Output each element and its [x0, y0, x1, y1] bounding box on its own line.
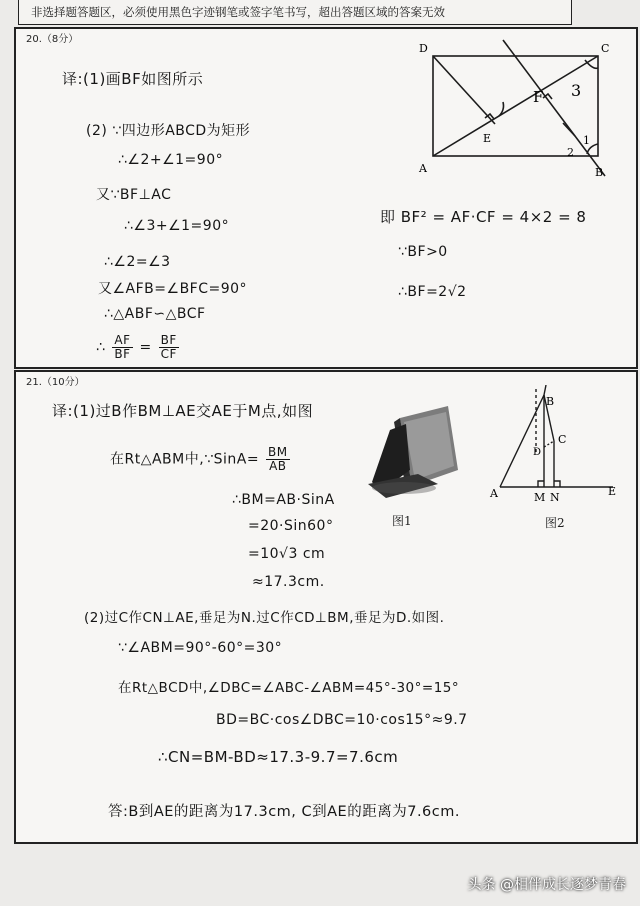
- label-b: B: [546, 395, 555, 408]
- diagonal-ac: [433, 56, 598, 156]
- q20-line-2: (2) ∵四边形ABCD为矩形: [86, 123, 251, 139]
- label-2: 2: [567, 146, 574, 159]
- watermark: 头条 @相伴成长逐梦青春: [467, 877, 626, 893]
- q21-rt-abm-line: 在Rt△ABM中,∵SinA= $\frac{BM}{AB}$: [110, 445, 288, 473]
- q20-line-6: ∴∠2=∠3: [104, 254, 171, 270]
- q21-part2-intro: (2)过C作CN⊥AE,垂足为N.过C作CD⊥BM,垂足为D.如图.: [84, 610, 445, 626]
- q20-right-line-1: 即 BF² = AF·CF = 4×2 = 8: [380, 208, 587, 226]
- q20-line-9: ∴ $\frac{AF}{BF}$ = $\frac{BF}{CF}$: [96, 333, 177, 361]
- fraction-af-bf: $\frac{AF}{BF}$: [114, 333, 131, 361]
- fraction-bm-ab: $\frac{BM}{AB}$: [268, 445, 288, 473]
- fraction-bf-cf: $\frac{BF}{CF}$: [160, 333, 177, 361]
- top-extension: [544, 385, 546, 395]
- segment-cd: [544, 441, 554, 447]
- label-e: E: [483, 132, 492, 145]
- q21-part1-intro: 译:(1)过B作BM⊥AE交AE于M点,如图: [52, 402, 314, 420]
- label-d: D: [533, 447, 542, 458]
- q21-calc-line-2: =20·Sin60°: [248, 518, 334, 534]
- right-angle-mark-m: [538, 481, 544, 487]
- q21-part2-line-2: 在Rt△BCD中,∠DBC=∠ABC-∠ABM=45°-30°=15°: [118, 680, 460, 696]
- q21-part2-line-1: ∵∠ABM=90°-60°=30°: [118, 640, 283, 656]
- label-m: M: [534, 491, 546, 504]
- q20-rectangle-figure: [415, 38, 625, 183]
- q20-right-line-3: ∴BF=2√2: [398, 284, 467, 300]
- label-d: D: [419, 42, 428, 55]
- label-1: 1: [583, 134, 590, 147]
- q21-calc-line-1: ∴BM=AB·SinA: [232, 492, 335, 508]
- label-n: N: [550, 491, 560, 504]
- label-a: A: [419, 162, 427, 175]
- label-c: C: [558, 433, 567, 446]
- label-e: E: [608, 485, 617, 498]
- tablet-stand-photo: [360, 400, 470, 512]
- label-a: A: [490, 487, 498, 500]
- q21-number: 21.（10分）: [26, 377, 85, 388]
- q20-line-1: 译:(1)画BF如图所示: [62, 70, 204, 88]
- segment-ab: [500, 395, 544, 487]
- q20-line-5: ∴∠3+∠1=90°: [124, 218, 230, 234]
- label-f: F: [533, 88, 544, 106]
- q21-part2-line-3: BD=BC·cos∠DBC=10·cos15°≈9.7: [216, 712, 468, 728]
- q20-line-4: 又∵BF⊥AC: [96, 187, 172, 203]
- q21-calc-line-3: =10√3 cm: [248, 546, 326, 562]
- q21-part2-line-4: ∴CN=BM-BD≈17.3-9.7=7.6cm: [158, 748, 399, 766]
- label-c: C: [601, 42, 610, 55]
- label-3: 3: [571, 81, 582, 100]
- q20-line-3: ∴∠2+∠1=90°: [118, 152, 224, 168]
- q20-line-7: 又∠AFB=∠BFC=90°: [98, 281, 248, 297]
- q21-triangle-figure: [488, 385, 628, 515]
- figure1-caption: 图1: [392, 514, 412, 528]
- cross-mark: [563, 123, 575, 136]
- q21-answer: 答:B到AE的距离为17.3cm, C到AE的距离为7.6cm.: [108, 804, 460, 820]
- figure2-caption: 图2: [545, 516, 565, 530]
- arc-mark-c: [585, 60, 598, 68]
- q21-calc-line-4: ≈17.3cm.: [252, 574, 325, 590]
- label-b: B: [595, 166, 604, 179]
- therefore-symbol: ∴: [96, 339, 106, 356]
- answer-area-notice: 非选择题答题区，必须使用黑色字迹钢笔或签字笔书写，超出答题区域的答案无效: [18, 0, 572, 25]
- q20-line-8: ∴△ABF∽△BCF: [104, 306, 206, 322]
- segment-de: [433, 56, 495, 124]
- q20-number: 20.（8分）: [26, 34, 79, 45]
- right-angle-mark-n: [554, 481, 560, 487]
- q20-right-line-2: ∵BF>0: [398, 244, 448, 260]
